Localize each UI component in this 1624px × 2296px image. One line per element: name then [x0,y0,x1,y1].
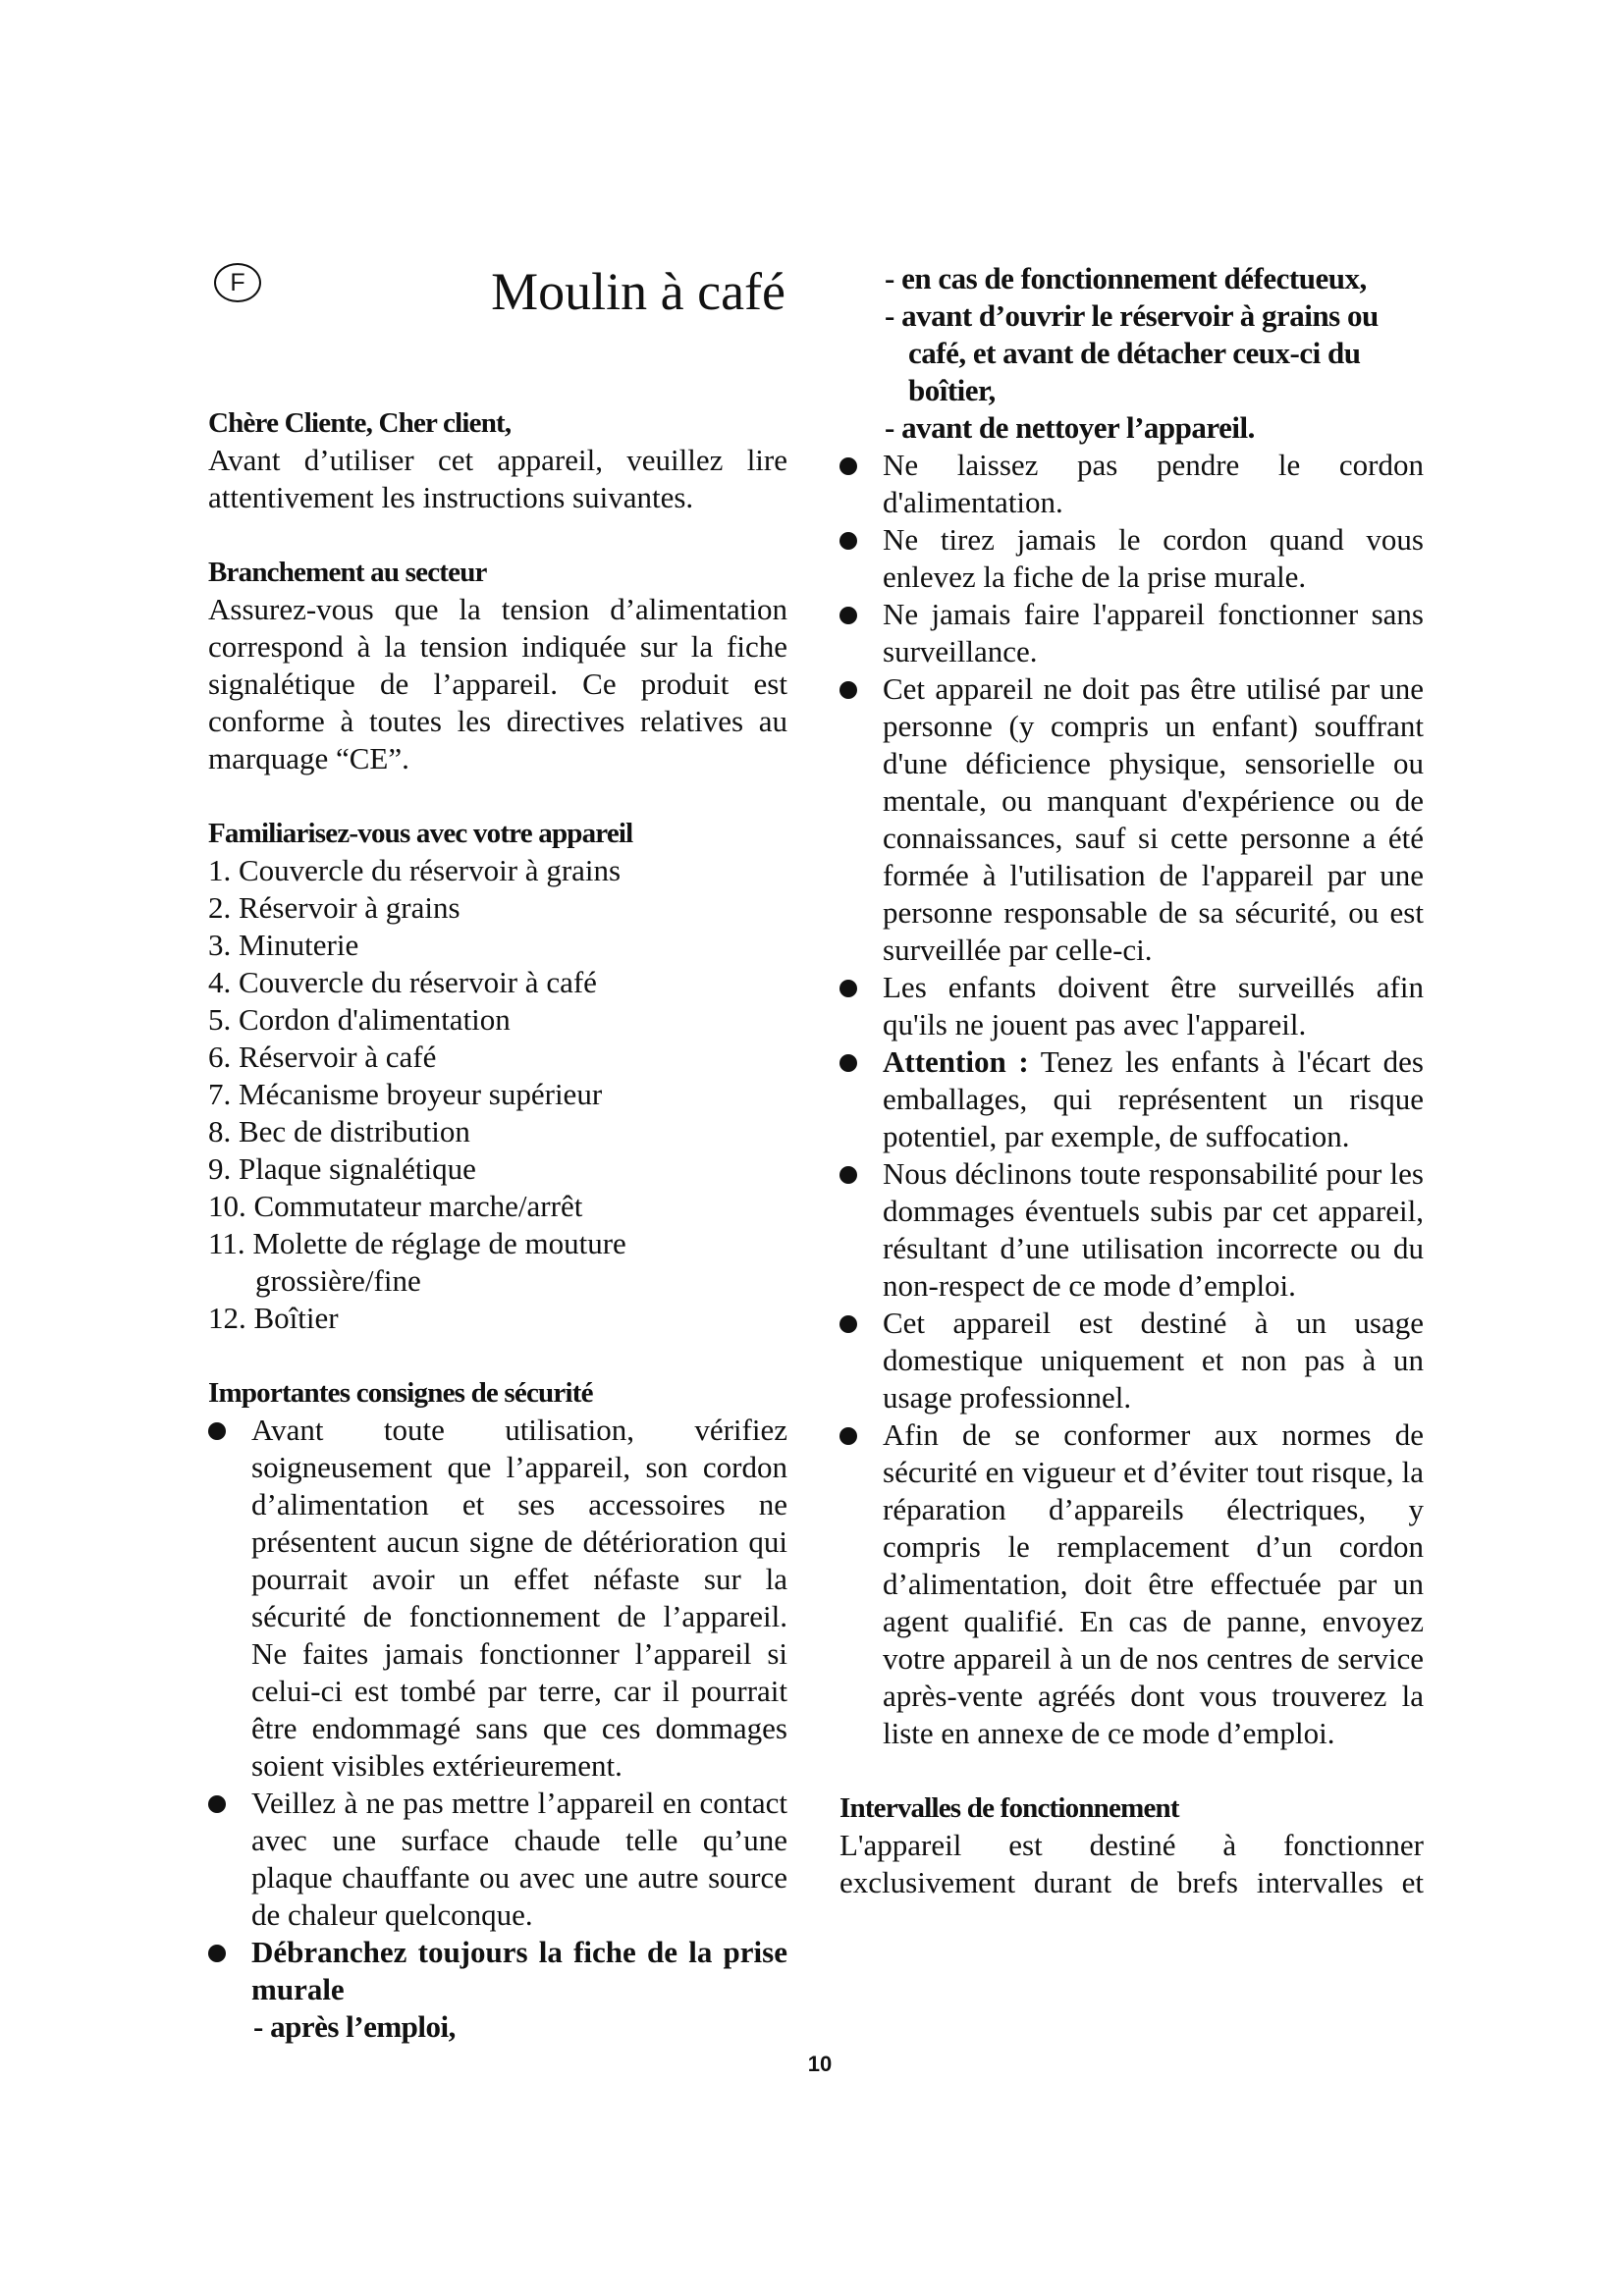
list-item: 2. Réservoir à grains [208,890,460,925]
list-item: 4. Couvercle du réservoir à café [208,965,597,999]
unplug-case: - en cas de fonctionnement défectueux, [885,261,1367,295]
page-number: 10 [807,2052,833,2076]
list-item: 1. Couvercle du réservoir à grains [208,853,622,887]
unplug-case: - après l’emploi, [253,2009,456,2044]
intro-text: Avant d’utiliser cet appareil, veuillez lire attentivement les instructions suivantes. [208,443,787,514]
language-badge: F [214,263,261,302]
unplug-case: - avant de nettoyer l’appareil. [885,410,1255,445]
list-item: 9. Plaque signalétique [208,1151,476,1186]
safety-item: Afin de se conformer aux normes de sécurité en vigueur et d’éviter tout risque, la réparation d’appareils électriques, y compris le remplacement d’un cordon d’alimentation, doit être effectuée par un agent qualifié. En cas de panne, envoyez votre appareil à un de nos centres de service après-vente agréés dont vous trouverez la liste en annexe de ce mode d’emploi. [839,1416,1424,1752]
unplug-cases-continued [839,260,1424,447]
salutation: Chère Cliente, Cher client, [208,407,512,439]
section-heading-consignes: Importantes consignes de sécurité [208,1377,593,1409]
bullet-icon [839,532,857,550]
bullet-icon [839,1427,857,1445]
section-heading-familiarisez: Familiarisez-vous avec votre appareil [208,818,633,849]
bullet-icon [839,1054,857,1072]
page-header [208,257,787,404]
list-item: 6. Réservoir à café [208,1040,437,1074]
branchement-text: Assurez-vous que la tension d’alimentation correspond à la tension indiquée sur la fiche signalétique de l’appareil. Ce produit est conforme à toutes les directives relatives au marquage “CE”. [208,592,787,775]
list-item: 10. Commutateur marche/arrêt [208,1189,583,1223]
attention-label: Attention : [883,1044,1029,1079]
safety-item: Nous déclinons toute responsabilité pour les dommages éventuels subis par cet appareil, résultant d’une utilisation incorrecte ou du non-respect de ce mode d’emploi. [839,1155,1424,1305]
unplug-cases [208,2008,787,2046]
list-item: 7. Mécanisme broyeur supérieur [208,1077,603,1111]
section-heading-branchement: Branchement au secteur [208,557,487,588]
safety-item: Ne jamais faire l'appareil fonctionner sans surveillance. [839,596,1424,670]
safety-list-continued [839,447,1424,1752]
safety-item: Cet appareil ne doit pas être utilisé par une personne (y compris un enfant) souffrant d'une déficience physique, sensorielle ou mentale, ou manquant d'expérience ou de connaissances, sauf si cette personne a été formée à l'utilisation de l'appareil par une personne responsable de sa sécurité, ou est surveillée par celle-ci. [839,670,1424,969]
bullet-icon [208,1795,226,1813]
bullet-icon [839,457,857,475]
parts-list [208,852,787,1337]
list-item: 3. Minuterie [208,928,359,962]
safety-item: Veillez à ne pas mettre l’appareil en contact avec une surface chaude telle qu’une plaque chauffante ou avec une autre source de chaleur quelconque. [208,1785,787,1934]
intervalles-text: L'appareil est destiné à fonctionner exclusivement durant de brefs intervalles et [839,1828,1424,1899]
safety-item: Les enfants doivent être surveillés afin qu'ils ne jouent pas avec l'appareil. [839,969,1424,1043]
list-item: 5. Cordon d'alimentation [208,1002,511,1037]
list-item: 11. Molette de réglage de mouture [208,1226,626,1260]
safety-item: Ne laissez pas pendre le cordon d'alimentation. [839,447,1424,521]
bullet-icon [208,1422,226,1440]
bullet-icon [839,980,857,997]
right-column [839,260,1424,1901]
unplug-case-wrap: café, et avant de détacher ceux-ci du [908,336,1361,370]
list-item: 12. Boîtier [208,1301,339,1335]
bullet-icon [839,607,857,624]
unplug-case: - avant d’ouvrir le réservoir à grains ou [885,298,1379,333]
left-column [208,257,787,2046]
bullet-icon [839,1166,857,1184]
list-item: 8. Bec de distribution [208,1114,470,1148]
safety-list [208,1412,787,2008]
bullet-icon [839,681,857,699]
safety-item: Débranchez toujours la fiche de la prise murale [208,1934,787,2008]
safety-item: Cet appareil est destiné à un usage domestique uniquement et non pas à un usage professionnel. [839,1305,1424,1416]
safety-item: Attention : Tenez les enfants à l'écart des emballages, qui représentent un risque potentiel, par exemple, de suffocation. [839,1043,1424,1155]
list-item-continuation: grossière/fine [255,1263,421,1298]
safety-item: Avant toute utilisation, vérifiez soigneusement que l’appareil, son cordon d’alimentation et ses accessoires ne présentent aucun signe de détérioration qui pourrait avoir un effet néfaste sur la sécurité de fonctionnement de l’appareil. Ne faites jamais fonctionner l’appareil si celui-ci est tombé par terre, car il pourrait être endommagé sans que ces dommages soient visibles extérieurement. [208,1412,787,1785]
bullet-icon [208,1945,226,1962]
page-title: Moulin à café [491,262,785,321]
section-heading-intervalles: Intervalles de fonctionnement [839,1792,1179,1824]
safety-item: Ne tirez jamais le cordon quand vous enlevez la fiche de la prise murale. [839,521,1424,596]
bullet-icon [839,1315,857,1333]
unplug-case-wrap: boîtier, [908,373,996,407]
